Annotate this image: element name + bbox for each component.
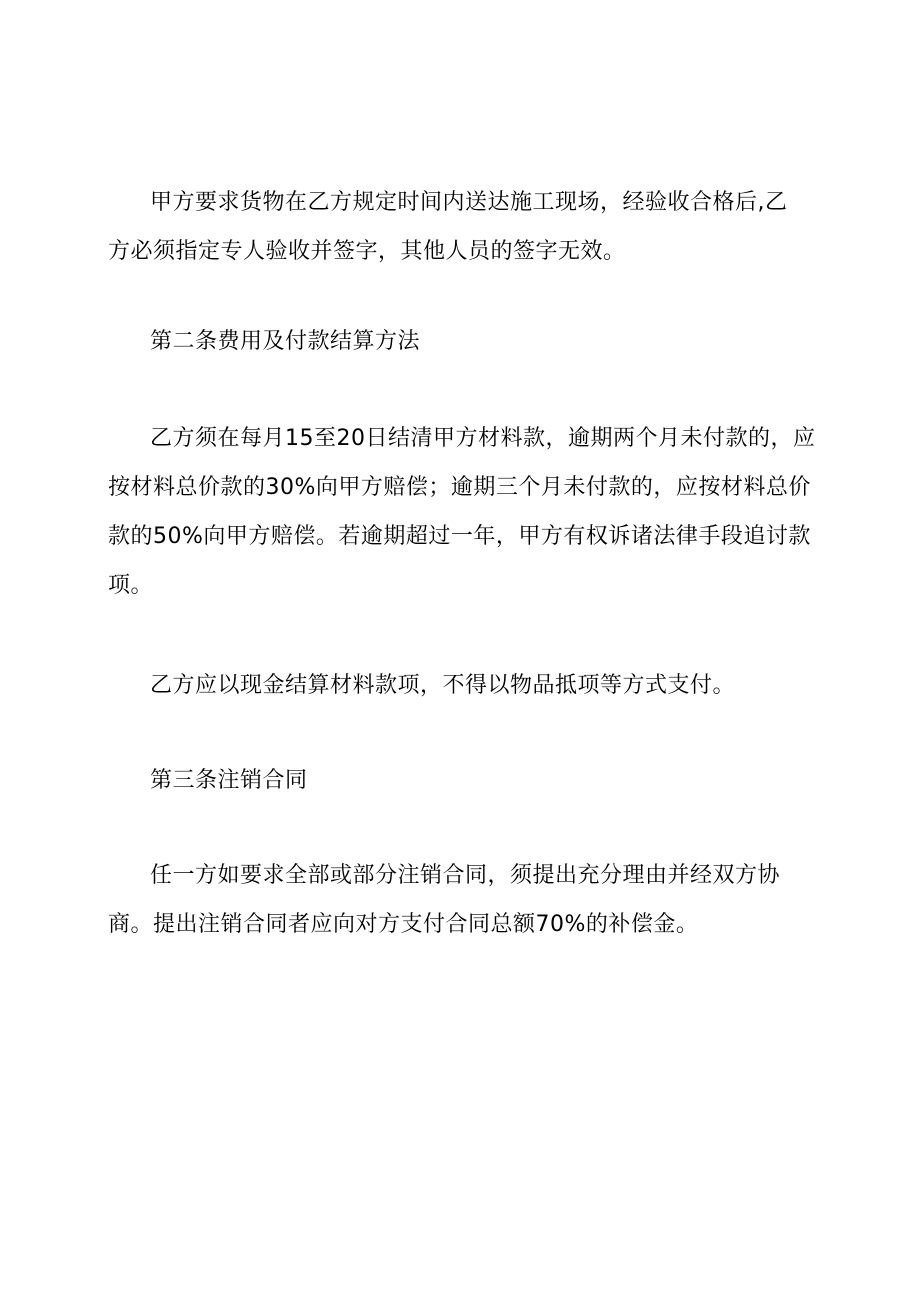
section-heading-article-3 [108, 756, 820, 805]
paragraph-cash-settlement [108, 661, 820, 710]
text-line: 任一方如要求全部或部分注销合同，须提出充分理由并经双方协 [150, 863, 781, 888]
section-heading-text: 第二条费用及付款结算方法 [150, 329, 421, 354]
paragraph-payment-terms [108, 414, 820, 610]
text-line: 商。提出注销合同者应向对方支付合同总额70%的补偿金。 [108, 912, 699, 937]
paragraph-delivery-acceptance [108, 178, 820, 276]
text-line: 项。 [108, 573, 154, 598]
text-line: 乙方须在每月15至20日结清甲方材料款，逾期两个月未付款的，应 [150, 426, 816, 451]
text-line: 方必须指定专人验收并签字，其他人员的签字无效。 [108, 239, 626, 264]
paragraph-contract-cancellation [108, 851, 820, 949]
section-heading-article-2 [108, 317, 820, 366]
text-line: 乙方应以现金结算材料款项，不得以物品抵项等方式支付。 [150, 673, 736, 698]
text-line: 款的50%向甲方赔偿。若逾期超过一年，甲方有权诉诸法律手段追讨款 [108, 524, 811, 549]
section-heading-text: 第三条注销合同 [150, 768, 308, 793]
text-line: 甲方要求货物在乙方规定时间内送达施工现场，经验收合格后,乙 [150, 190, 788, 215]
text-line: 按材料总价款的30%向甲方赔偿；逾期三个月未付款的，应按材料总价 [108, 475, 811, 500]
